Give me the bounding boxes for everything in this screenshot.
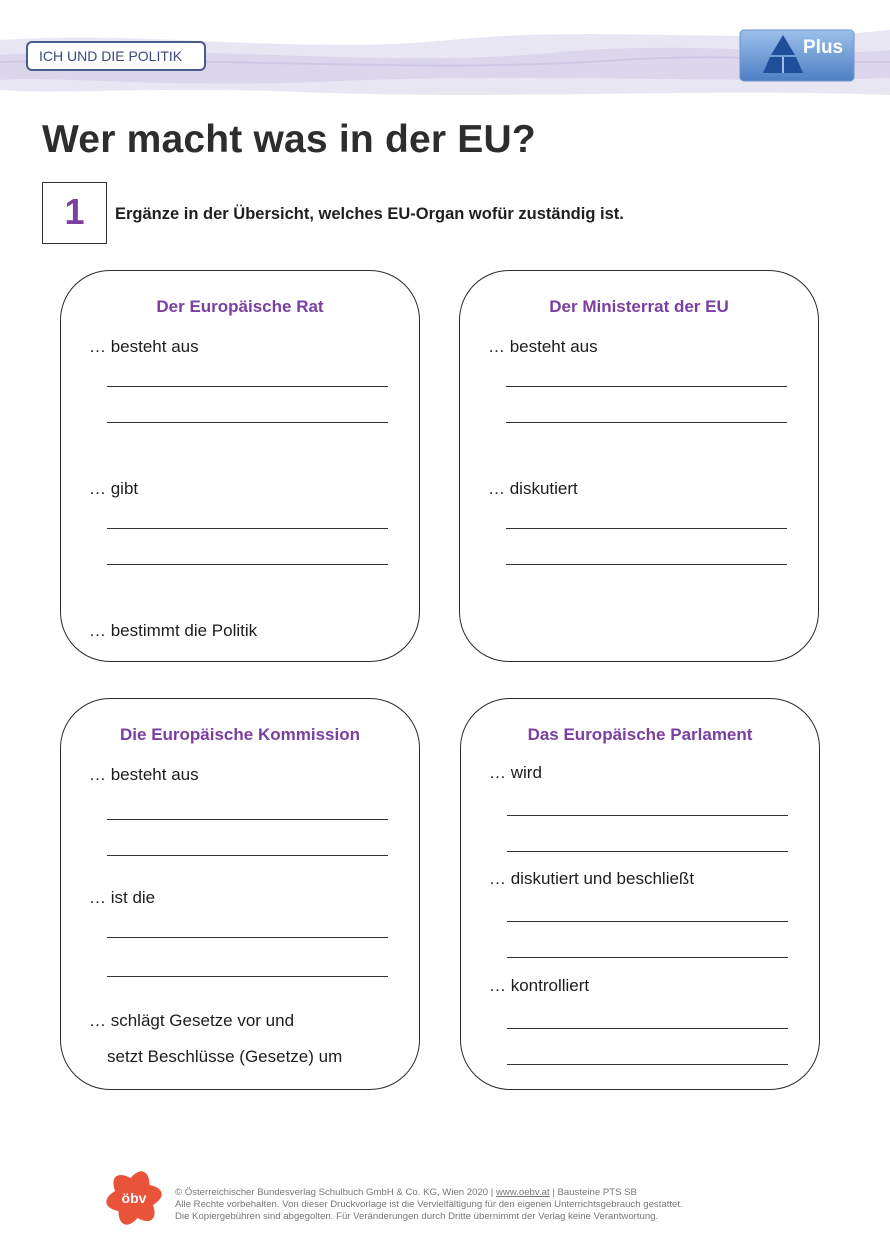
answer-line[interactable] — [107, 564, 388, 565]
card-prompt: … bestimmt die Politik — [89, 621, 258, 640]
answer-line[interactable] — [506, 564, 787, 565]
answer-line[interactable] — [107, 819, 388, 820]
footer-line-1 — [175, 1187, 855, 1199]
answer-line[interactable] — [507, 957, 788, 958]
answer-line[interactable] — [107, 422, 388, 423]
answer-line[interactable] — [107, 976, 388, 977]
section-tag: ICH UND DIE POLITIK — [26, 41, 206, 71]
task-number-box — [42, 182, 107, 244]
oebv-logo-icon — [104, 1167, 164, 1229]
card-title: Der Europäische Rat — [156, 297, 324, 316]
plus-logo-icon — [739, 29, 855, 82]
answer-line[interactable] — [107, 937, 388, 938]
answer-line[interactable] — [507, 1064, 788, 1065]
card-europaeischer-rat — [60, 270, 420, 662]
card-kommission — [60, 698, 420, 1090]
answer-line[interactable] — [507, 921, 788, 922]
card-prompt: … schlägt Gesetze vor und — [89, 1011, 295, 1030]
footer-line-3: Die Kopiergebühren sind abgegolten. Für Veränderungen durch Dritte übernimmt der Verlag keine Verantwortung. — [175, 1211, 659, 1222]
footer-line-1-text: © Österreichischer Bundesverlag Schulbuch GmbH & Co. KG, Wien 2020 | — [175, 1187, 496, 1198]
answer-line[interactable] — [107, 855, 388, 856]
card-parlament — [460, 698, 820, 1090]
card-title: Das Europäische Parlament — [527, 725, 753, 744]
card-prompt: … besteht aus — [89, 337, 199, 356]
footer-line-1-suffix: | Bausteine PTS SB — [549, 1187, 637, 1198]
card-prompt: … diskutiert — [488, 479, 578, 498]
answer-line[interactable] — [507, 851, 788, 852]
answer-line[interactable] — [507, 815, 788, 816]
answer-line[interactable] — [506, 422, 787, 423]
card-title: Die Europäische Kommission — [120, 725, 360, 744]
answer-line[interactable] — [506, 528, 787, 529]
card-prompt: … ist die — [89, 888, 156, 907]
task-number: 1 — [64, 191, 85, 232]
footer-line-2: Alle Rechte vorbehalten. Von dieser Druckvorlage ist die Vervielfältigung für den eigenen Unterrichtsgebrauch gestattet. — [175, 1199, 683, 1210]
card-prompt: … kontrolliert — [489, 976, 590, 995]
card-prompt: setzt Beschlüsse (Gesetze) um — [107, 1047, 343, 1066]
card-prompt: … diskutiert und beschließt — [489, 869, 695, 888]
answer-line[interactable] — [107, 528, 388, 529]
card-prompt: … wird — [489, 763, 542, 782]
card-ministerrat — [459, 270, 819, 662]
answer-line[interactable] — [107, 386, 388, 387]
answer-line[interactable] — [506, 386, 787, 387]
card-title: Der Ministerrat der EU — [549, 297, 729, 316]
oebv-logo-text: öbv — [121, 1190, 147, 1206]
task-instruction: Ergänze in der Übersicht, welches EU-Organ wofür zuständig ist. — [115, 205, 624, 223]
card-prompt: … gibt — [89, 479, 139, 498]
answer-line[interactable] — [507, 1028, 788, 1029]
card-prompt: … besteht aus — [89, 765, 199, 784]
plus-logo-text: Plus — [803, 37, 844, 58]
footer-copyright — [175, 1187, 855, 1223]
card-prompt: … besteht aus — [488, 337, 598, 356]
publisher-link[interactable]: www.oebv.at — [495, 1187, 550, 1198]
page-title: Wer macht was in der EU? — [42, 118, 536, 161]
